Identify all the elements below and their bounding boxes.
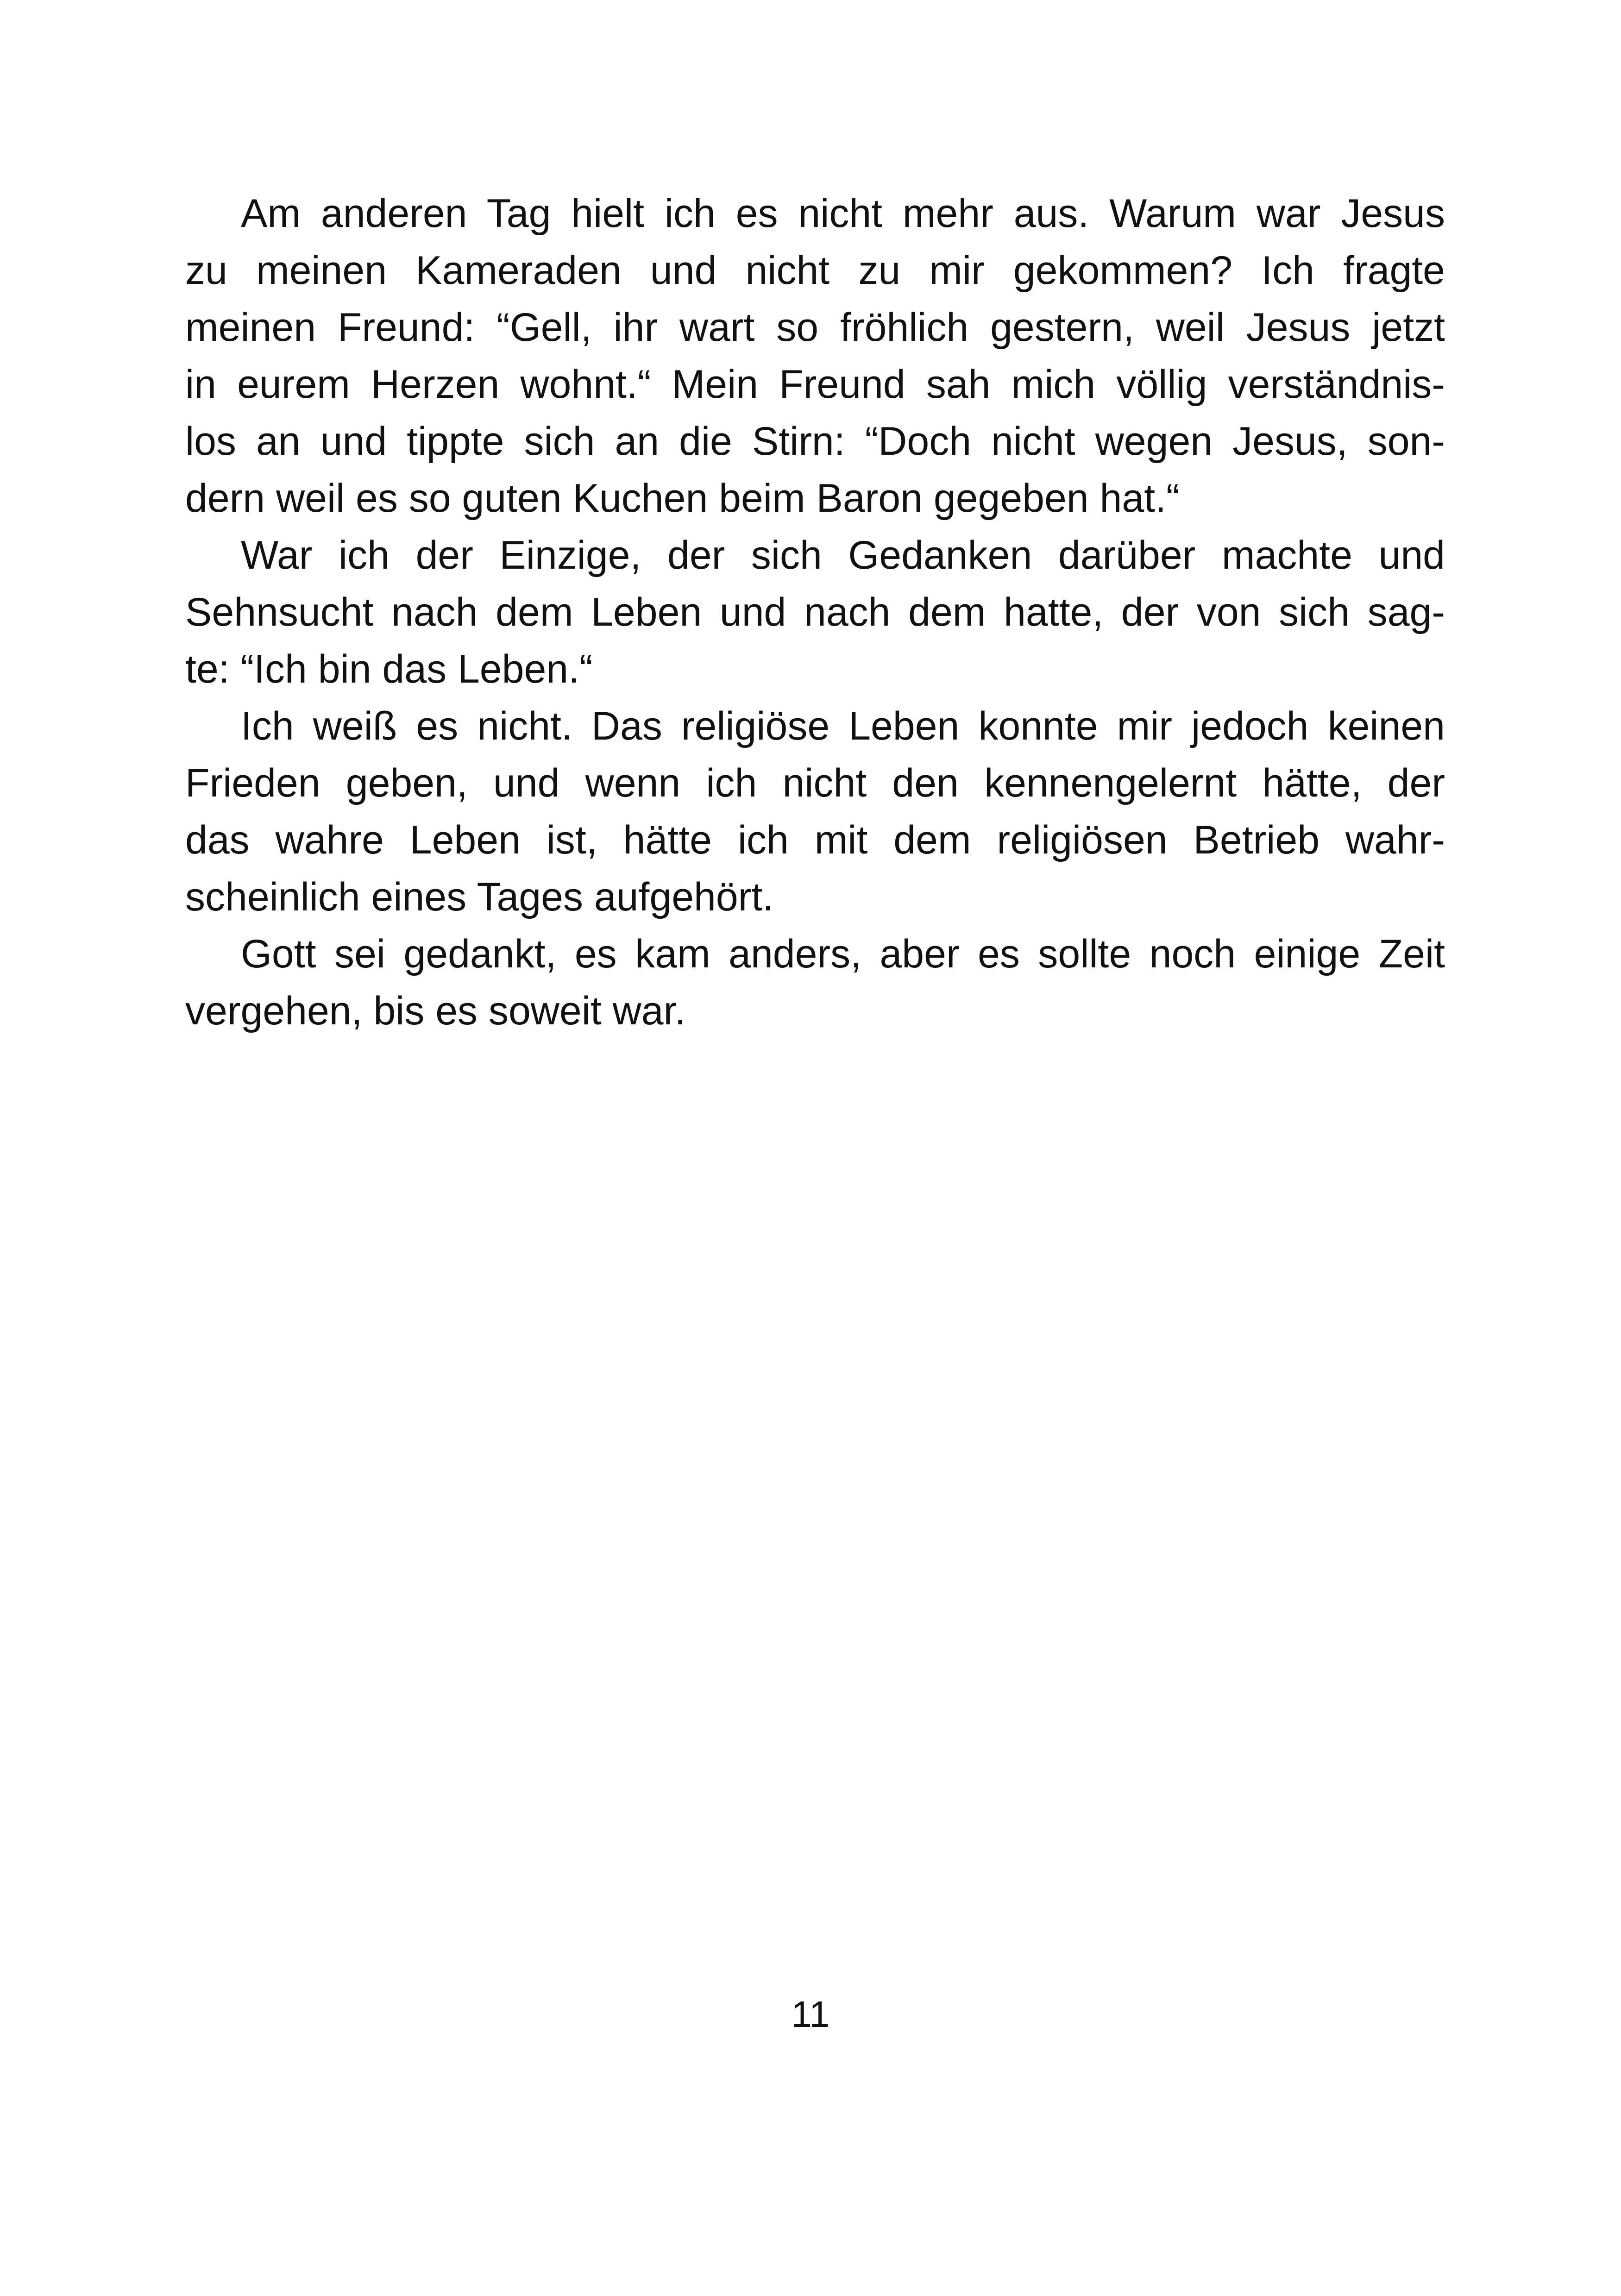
text-line: meinen Freund: “Gell, ihr wart so fröhlich gestern, weil Jesus jetzt bbox=[185, 305, 1445, 350]
body-text bbox=[185, 185, 1445, 1040]
text-line: Ich weiß es nicht. Das religiöse Leben konnte mir jedoch keinen bbox=[241, 704, 1445, 748]
text-line: Gott sei gedankt, es kam anders, aber es sollte noch einige Zeit bbox=[241, 932, 1445, 976]
text-line: Sehnsucht nach dem Leben und nach dem hatte, der von sich sag- bbox=[185, 590, 1445, 634]
text-line: te: “Ich bin das Leben.“ bbox=[185, 647, 593, 691]
text-line: Frieden geben, und wenn ich nicht den kennengelernt hätte, der bbox=[185, 761, 1445, 805]
text-line: War ich der Einzige, der sich Gedanken darüber machte und bbox=[241, 533, 1445, 577]
text-line: los an und tippte sich an die Stirn: “Doch nicht wegen Jesus, son- bbox=[185, 419, 1445, 464]
paragraph bbox=[185, 527, 1445, 698]
text-line: vergehen, bis es soweit war. bbox=[185, 989, 686, 1033]
text-line: dern weil es so guten Kuchen beim Baron gegeben hat.“ bbox=[185, 476, 1180, 521]
text-line: Am anderen Tag hielt ich es nicht mehr aus. Warum war Jesus bbox=[241, 191, 1445, 236]
text-line: scheinlich eines Tages aufgehört. bbox=[185, 875, 774, 919]
paragraph bbox=[185, 185, 1445, 527]
paragraph bbox=[185, 926, 1445, 1040]
paragraph bbox=[185, 698, 1445, 926]
text-line: das wahre Leben ist, hätte ich mit dem religiösen Betrieb wahr- bbox=[185, 818, 1445, 862]
text-line: in eurem Herzen wohnt.“ Mein Freund sah mich völlig verständnis- bbox=[185, 362, 1445, 407]
page-number: 11 bbox=[791, 1994, 830, 2035]
text-line: zu meinen Kameraden und nicht zu mir gekommen? Ich fragte bbox=[185, 248, 1445, 293]
